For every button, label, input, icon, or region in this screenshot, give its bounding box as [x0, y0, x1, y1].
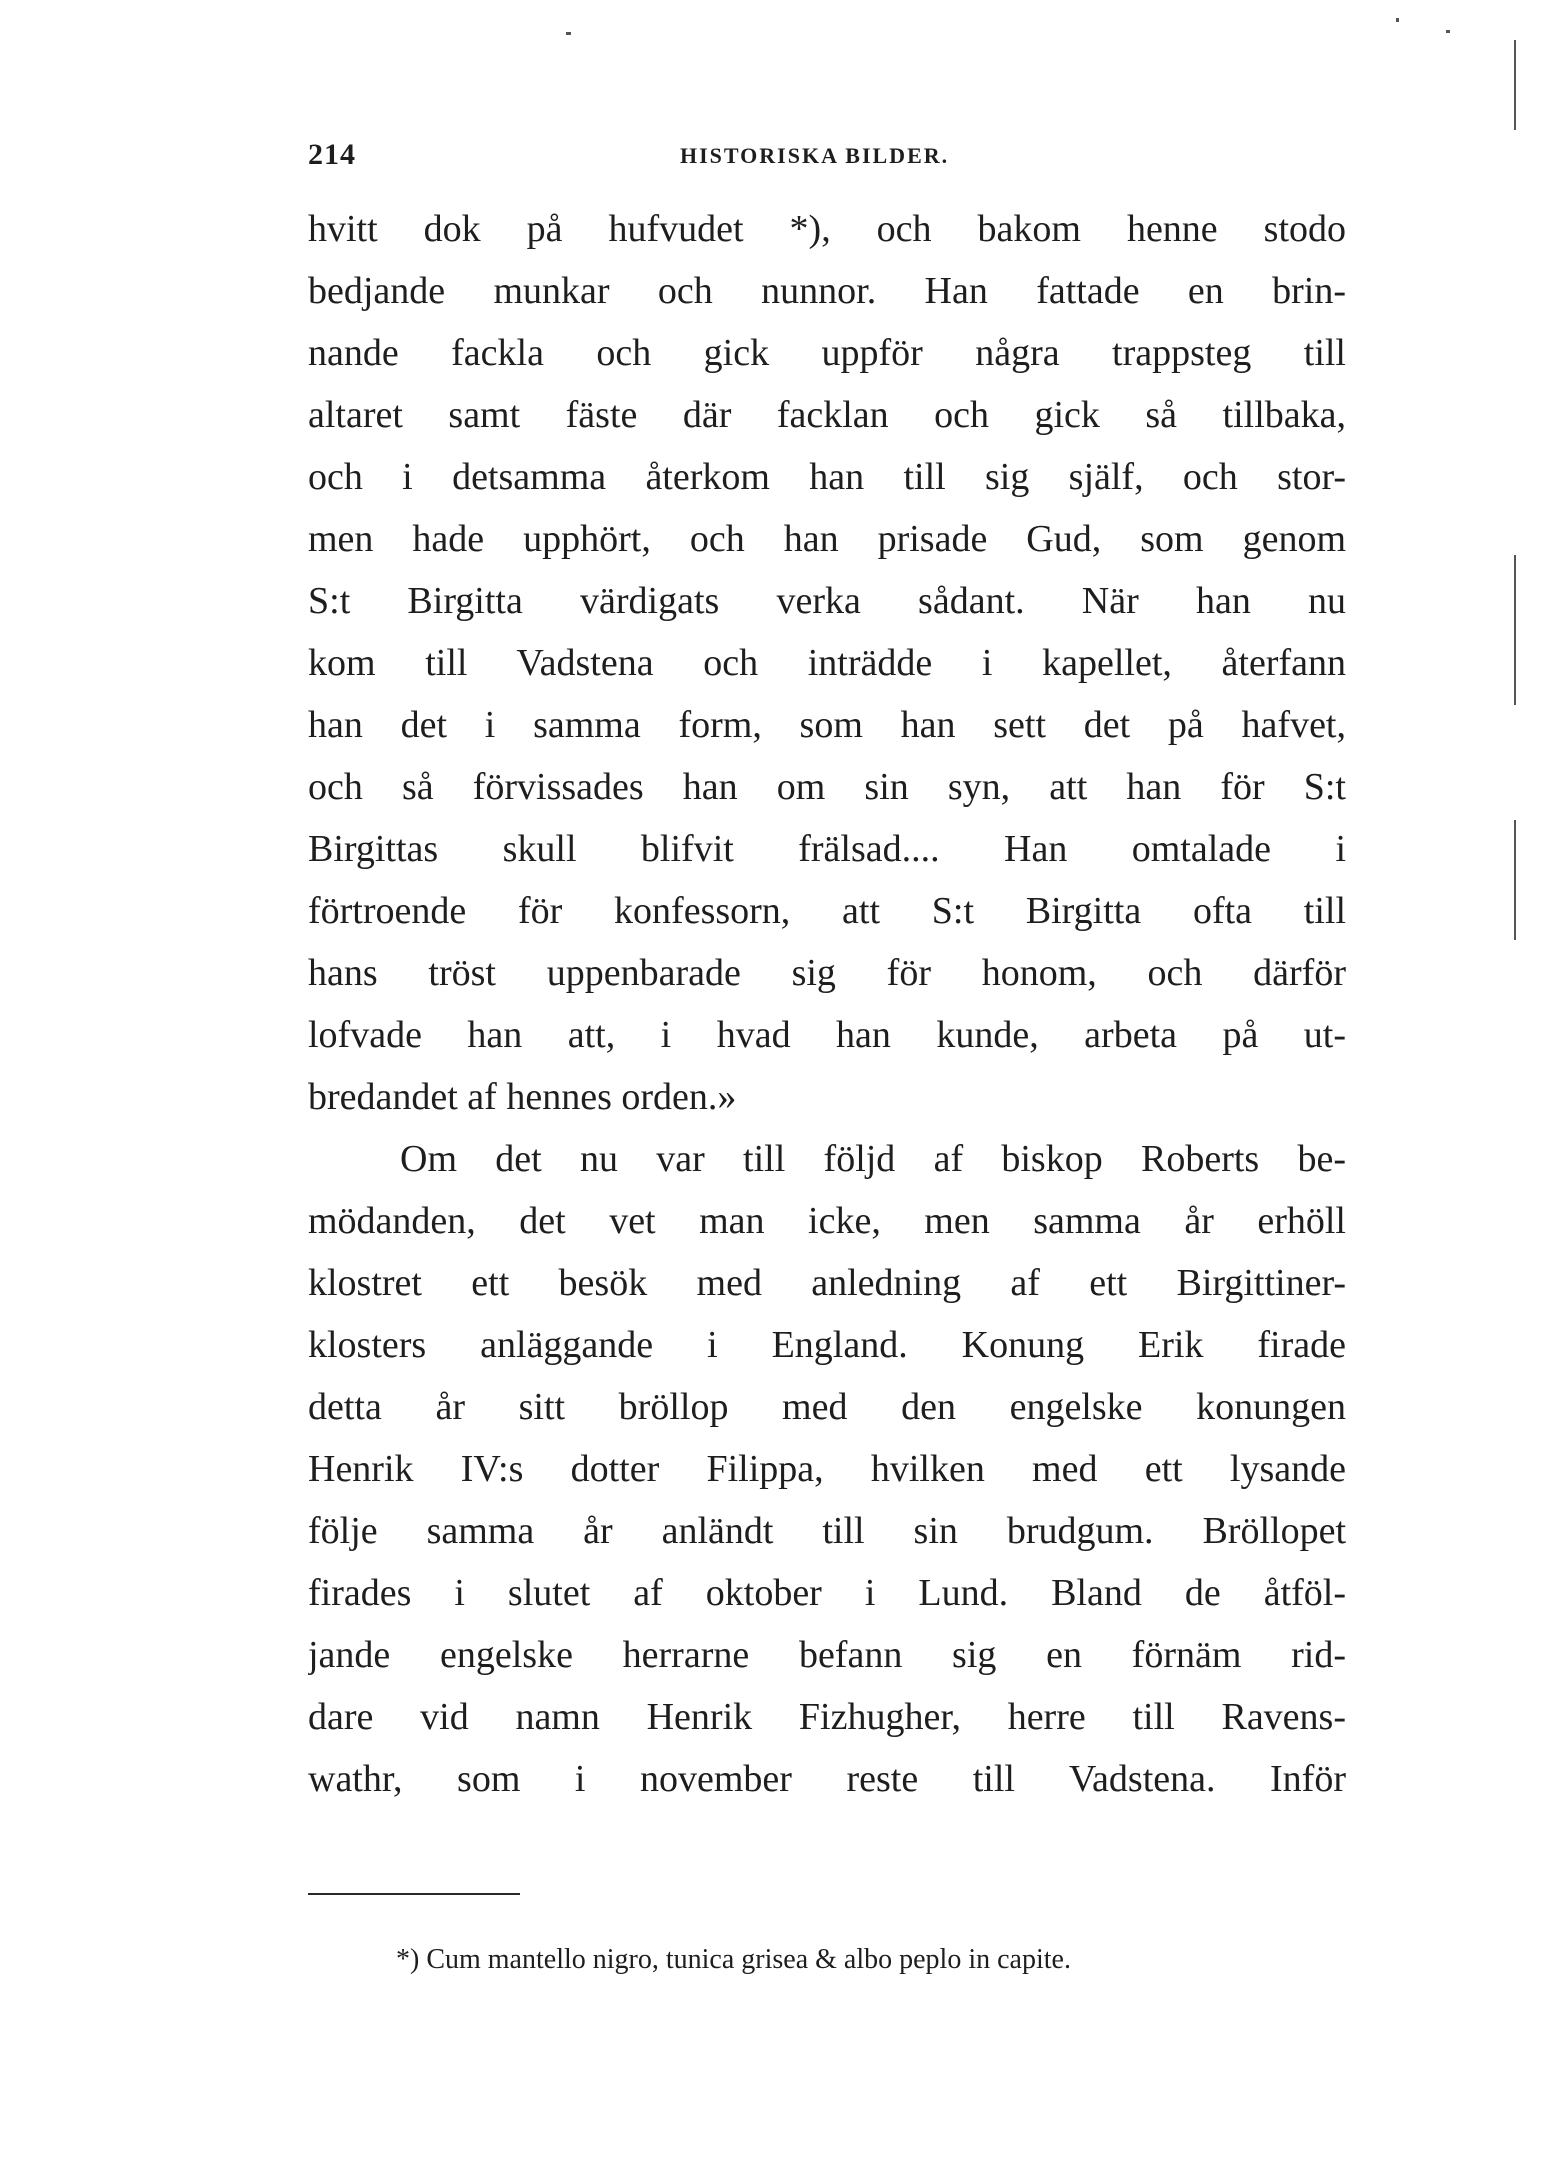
text-line: klosters anläggande i England. Konung Erik firade [308, 1324, 1346, 1366]
text-line: detta år sitt bröllop med den engelske konungen [308, 1386, 1346, 1428]
scan-mark [1514, 40, 1516, 130]
text-line: följe samma år anländt till sin brudgum. Bröllopet [308, 1510, 1346, 1552]
text-line: förtroende för konfessorn, att S:t Birgitta ofta till [308, 890, 1346, 932]
text-line: nande fackla och gick uppför några trappsteg till [308, 332, 1346, 374]
scan-mark [1514, 555, 1516, 705]
scan-mark [1446, 30, 1450, 33]
text-line: bedjande munkar och nunnor. Han fattade en brin- [308, 270, 1346, 312]
text-line: bredandet af hennes orden.» [308, 1076, 737, 1118]
text-line: hvitt dok på hufvudet *), och bakom henne stodo [308, 208, 1346, 250]
footnote-rule [308, 1893, 520, 1895]
scan-mark [1396, 18, 1399, 22]
text-line: jande engelske herrarne befann sig en förnäm rid- [308, 1634, 1346, 1676]
text-line: Birgittas skull blifvit frälsad.... Han omtalade i [308, 828, 1346, 870]
text-line: dare vid namn Henrik Fizhugher, herre till Ravens- [308, 1696, 1346, 1738]
body-text [308, 198, 1346, 1810]
text-line: och så förvissades han om sin syn, att han för S:t [308, 766, 1346, 808]
text-line: mödanden, det vet man icke, men samma år erhöll [308, 1200, 1346, 1242]
text-line: kom till Vadstena och inträdde i kapellet, återfann [308, 642, 1346, 684]
text-line: wathr, som i november reste till Vadstena. Inför [308, 1758, 1346, 1800]
text-line: firades i slutet af oktober i Lund. Bland de åtföl- [308, 1572, 1346, 1614]
scan-mark [1514, 820, 1516, 940]
text-line: han det i samma form, som han sett det på hafvet, [308, 704, 1346, 746]
running-head [308, 138, 1348, 178]
text-line: och i detsamma återkom han till sig själf, och stor- [308, 456, 1346, 498]
text-line: Om det nu var till följd af biskop Roberts be- [400, 1138, 1346, 1180]
text-line: men hade upphört, och han prisade Gud, som genom [308, 518, 1346, 560]
page-number: 214 [308, 138, 356, 171]
running-title: HISTORISKA BILDER. [680, 143, 950, 168]
text-line: S:t Birgitta värdigats verka sådant. När han nu [308, 580, 1346, 622]
footnote: *) Cum mantello nigro, tunica grisea & albo peplo in capite. [396, 1944, 1071, 1975]
text-line: hans tröst uppenbarade sig för honom, och därför [308, 952, 1346, 994]
text-line: altaret samt fäste där facklan och gick så tillbaka, [308, 394, 1346, 436]
text-line: Henrik IV:s dotter Filippa, hvilken med ett lysande [308, 1448, 1346, 1490]
scan-mark [566, 32, 571, 35]
text-line: lofvade han att, i hvad han kunde, arbeta på ut- [308, 1014, 1346, 1056]
text-line: klostret ett besök med anledning af ett Birgittiner- [308, 1262, 1346, 1304]
